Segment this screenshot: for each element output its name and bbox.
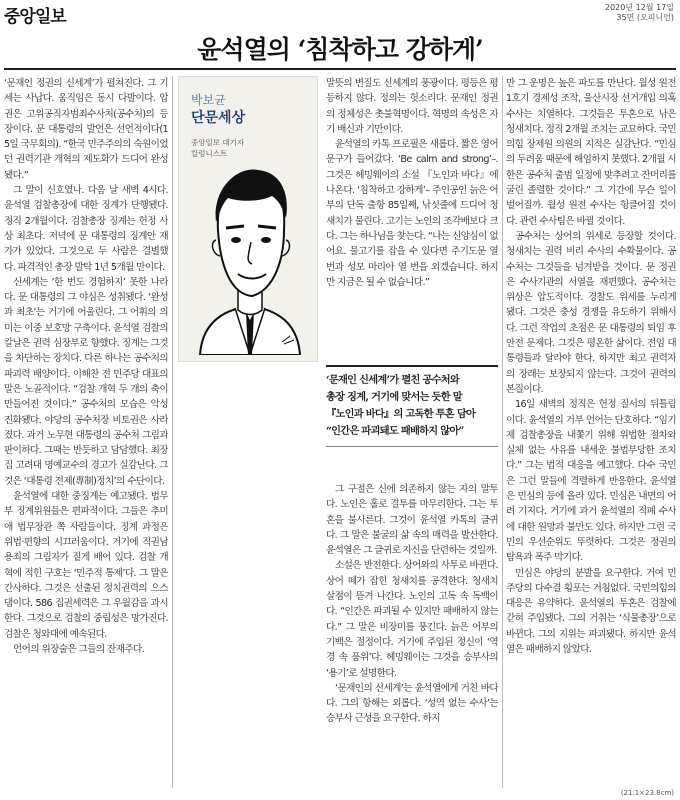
columnist-name: 박보균 bbox=[191, 93, 226, 107]
column-divider bbox=[502, 76, 503, 788]
column-series-title: 단문세상 bbox=[191, 110, 246, 126]
paragraph: 민심은 야당의 분발을 요구한다. 거여 민주당의 다수결 횡포는 거침없다. 국민의힘의 대응은 유약하다. 윤석열의 투혼은 검찰에 갇혀 주입됐다. 그의 거취는 ‘식물총장’으로 바뀐다. 그의 지위는 파괴됐다. 하지만 윤석열은 패배하지 않았다. bbox=[506, 567, 676, 655]
paragraph: 윤석열의 카톡 프로필은 새롭다. 짧은 영어 문구가 들어갔다. ‘Be calm and strong’–. 그것은 헤밍웨이의 소설 『노인과 바다』에 나온다. ‘침착하고 강하게’– 주인공인 늙은 어부의 단독 출항 85일째, 낚싯줄에 드디어 청새치가 물린다. 고기는 노인의 조각배보다 크다. 그는 하나님을 찾는다. “나는 신앙심이 없어요. 물고기를 잡을 수 있다면 주기도문 열 번과 성모 마리아 열 번을 외겠습니다. 하지만 지금은 될 수 없습니다.” bbox=[326, 139, 498, 288]
pull-quote-line: “인간은 파괴돼도 패배하지 않아” bbox=[326, 425, 464, 437]
paragraph: 공수처는 상어의 위세로 등장할 것이다. 청새치는 권력 비리 수사의 수확물이다. 공수처는 그것들을 넘겨받을 것이다. 문 정권은 수사기관의 서열을 재편했다. 공수처는 위상은 압도적이다. 경찰도 위세를 누리게 됐다. 그것은 충성 경쟁을 유도하기 위해서다. 그런 작업의 초점은 문 대통령의 퇴임 후 안전 문제다. 그것은 평온한 삶이다. 전임 대통령들과 달라야 한다. 하지만 최고 권력자의 장래는 보장되지 않는다. 그것이 권력의 본질이다. bbox=[506, 230, 676, 395]
column-divider bbox=[172, 76, 173, 788]
clipping-size-note: (21.1×23.8cm) bbox=[620, 789, 674, 797]
paragraph: 그 구절은 신에 의존하지 않는 자의 말투다. 노인은 홀로 결투를 마무리한다. 그는 투혼을 불사른다. 그것이 윤석열 카톡의 글귀다. 그 말은 불굴의 삶 속의 매력을 발산한다. 윤석열은 그 글귀로 자신을 단련하는 것일까. bbox=[326, 484, 498, 557]
paragraph: ‘문재인 정권의 신세계’가 펼쳐진다. 그 기세는 사납다. 움직임은 동시 다발이다. 압권은 고위공직자범죄수사처(공수처)의 등장이다. 문 대통령의 발언은 선언적이다(15일 국무회의). “한국 민주주의의 숙원이었던 권력기관 개혁의 제도화가 드디어 완성됐다.” bbox=[4, 78, 168, 181]
paragraph: 16일 새벽의 정직은 헌정 질서의 뒤틀림이다. 윤석열의 거부 언어는 단호하다. “임기제 검찰총장을 내쫓기 위해 위법한 절차와 실체 없는 사유를 내세운 불법부당한 조치다.” 그는 법적 대응을 예고했다. 다수 국민은 그런 말들에 격렬하게 반응한다. 윤석열은 민심의 등에 올라 있다. 민심은 내면의 어려 기지다. 거기에 과거 윤석열의 적폐 수사에 대한 원망과 불만도 있다. 하지만 그런 국민의 우선순위도 뚜렷하다. 그것은 정권의 탐욕과 폭주 막기다. bbox=[506, 399, 676, 564]
article-headline: 윤석열의 ‘침착하고 강하게’ bbox=[197, 35, 483, 64]
paragraph: 소설은 반전한다. 상어와의 사투로 바뀐다. 상어 떼가 잡힌 청새치를 공격한다. 청새치 살점이 뜯겨 나간다. 노인의 고독 속 독백이다. “인간은 파괴될 수 있지만 패배하지 않는다.” 그 말은 비장미를 풍긴다. 늙은 어부의 기백은 절정이다. 거기에 주입된 정신이 ‘역경 속 품위’다. 헤밍웨이는 그것을 승부사의 ‘용기’로 설명한다. bbox=[326, 560, 498, 679]
paragraph: 그 말이 신호였나. 다음 날 새벽 4시다. 윤석열 검찰총장에 대한 징계가 단행됐다. 정직 2개월이다. 검찰총장 징계는 헌정 사상 최초다. 저녁에 문 대통령의 징계안 재가가 있었다. 그것으로 두 사람은 결별했다. 파격적인 총장 발탁 1년 5개월 만이다. bbox=[4, 185, 168, 273]
publication-date: 2020년 12월 17일 bbox=[605, 3, 674, 12]
columnist-role-line: 중앙일보 대기자 bbox=[191, 138, 245, 147]
paragraph: 윤석열에 대한 중징계는 예고됐다. 법무부 징계위원들은 편파적이다. 그들은 추미애 법무장관 쪽 사람들이다. 징계 과정은 위법·편향의 시끄러움이다. 거기에 직권남용죄의 그림자가 짙게 배어 있다. 검찰 개혁에 적힌 구호는 ‘민주적 통제’다. 그 말은 간사하다. 그것은 선출된 정치권력의 으스댐이다. 586 집권세력은 그 우월감을 과시한다. 그것으로 검찰의 중립성은 망가진다. 검찰은 청와대에 예속된다. bbox=[4, 491, 168, 640]
pull-quote-line: 총장 징계, 거기에 맞서는 듯한 말 bbox=[326, 391, 462, 403]
paragraph: 만 그 운명은 높은 파도를 만난다. 월성 원전 1호기 경제성 조작, 울산시장 선거개입 의혹 수사는 치열하다. 그것들은 투혼으로 낚은 청새치다. 정직 2개월 조치는 교묘하다. 국민의힘 장제원 의원의 지적은 실감난다. “민심의 두려움 때문에 해임하지 못했다. 2개월 시한은 공수처 출범 일정에 맞추려고 잔머리를 굴린 졸렬한 것이다.” 그 기간에 무슨 일이 벌어질까. 월성 원전 수사는 헝클어질 것이다. 관련 수사팀은 바뀔 것이다. bbox=[506, 78, 676, 227]
article-column-4 bbox=[506, 76, 676, 788]
pull-quote-line: ‘문재인 신세계’가 펼친 공수처와 bbox=[326, 374, 460, 386]
paragraph: ‘문재인의 신세계’는 윤석열에게 거친 바다다. 그의 항해는 외롭다. ‘성역 없는 수사’는 승부사 근성을 요구한다. 하지 bbox=[326, 682, 498, 725]
columnist-caricature-image bbox=[190, 160, 310, 355]
pull-quote bbox=[326, 365, 498, 447]
paragraph: 말뜻의 변질도 신세계의 풍광이다. 평등은 평등하지 않다. 정의는 헛소리다. 문재인 정권의 정체성은 촛불혁명이다. 혁명의 속성은 자기 배신과 기만이다. bbox=[326, 78, 498, 135]
newspaper-masthead: 중앙일보 bbox=[4, 7, 66, 27]
paragraph: 신세계는 ‘한 번도 경험하지’ 못한 나라다. 문 대통령의 그 야심은 성취됐다. ‘완성과 최초’는 거기에 어울린다. 그 어휘의 의미는 이중 보호망 구축이다. 윤석열 검찰의 칼날은 권력 심장부로 향했다. 징계는 그것을 차단하는 장치다. 다른 하나는 공수처의 파괴력 배양이다. 이해찬 전 민주당 대표의 말은 노골적이다. “검찰 개혁 두 개의 축이 만들어진 것이다.” 공수처의 모습은 악성 진화됐다. 야당의 공수처장 비토권은 사라졌다. 과거 노무현 대통령의 공수처 그림과 판이하다. 그때는 반듯하고 담담했다. 최장집 고려대 명예교수의 경고가 실감난다. 그것은 ‘대통령 전제(專制)정치’의 수단이다. bbox=[4, 276, 168, 487]
article-column-1 bbox=[4, 76, 168, 788]
page-number: 35면 (오피니언) bbox=[616, 13, 674, 22]
headline-rule bbox=[4, 68, 676, 70]
columnist-role-line: 칼럼니스트 bbox=[191, 149, 228, 158]
article-column-3 bbox=[326, 482, 498, 788]
article-column-2 bbox=[326, 76, 498, 334]
pull-quote-line: 『노인과 바다』의 고독한 투혼 담아 bbox=[326, 408, 476, 420]
dateline bbox=[605, 3, 674, 23]
paragraph: 언어의 위장술은 그들의 잔재주다. bbox=[13, 643, 145, 655]
columnist-role bbox=[191, 137, 244, 159]
